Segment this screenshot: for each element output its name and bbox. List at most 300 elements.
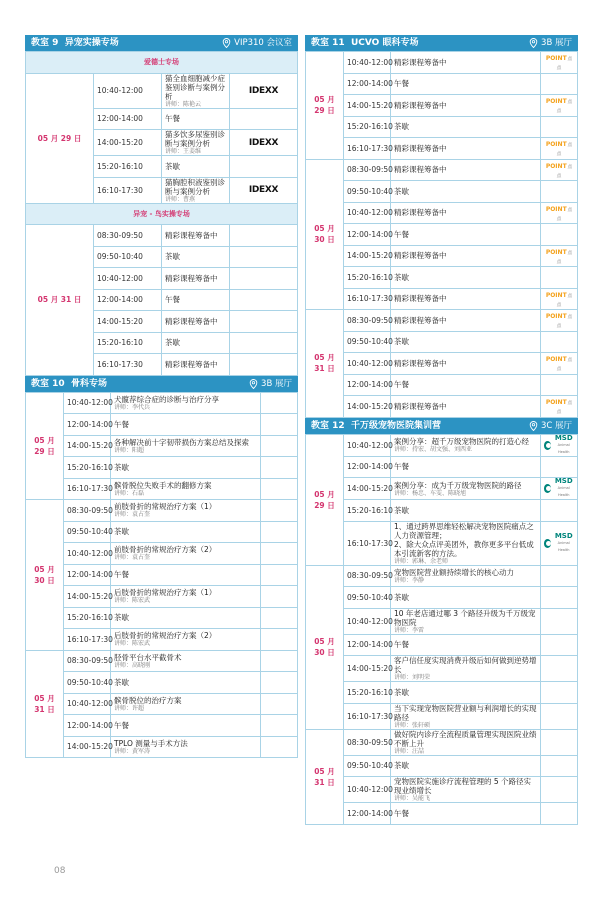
topic-text: 午餐 [394,380,409,390]
speaker-text: 讲师：阳超 [114,446,145,454]
topic-text: 精彩课程筹备中 [394,57,447,67]
topic-text: 茶歇 [165,252,180,262]
table-row [26,715,298,737]
logo-cell [230,156,298,178]
speaker-text: 讲师：李静 [394,576,425,584]
speaker-text: 讲师：持宏、胡文强、刘西亚 [394,446,473,453]
topic-text: 茶歇 [394,592,409,602]
table-row [306,565,578,587]
topic-text: 精彩课程筹备中 [394,294,447,304]
time-cell: 09:50-10:40 [64,521,111,543]
msd-logo-sub: Animal Health [557,486,570,497]
topic-cell [391,374,541,396]
table-row [26,225,298,247]
point-logo-sub: 点点 [556,293,573,308]
msd-logo-name: MSD [554,531,573,540]
topic-cell [391,682,541,704]
topic-text: 午餐 [394,462,409,472]
logo-cell [541,374,578,396]
logo-cell [541,202,578,224]
time-cell: 09:50-10:40 [344,587,391,609]
logo-cell [541,729,578,755]
table-row [306,73,578,95]
logo-cell [541,478,578,500]
topic-cell [111,629,261,651]
topic-text: 宠物医院实施诊疗流程管理的 5 个路径实现业绩增长 [394,777,532,795]
date-cell: 05 月 31 日 [306,729,344,824]
topic-cell [162,177,230,203]
time-cell: 08:30-09:50 [94,225,162,247]
logo-cell [261,629,298,651]
table-row [306,181,578,203]
time-cell: 15:20-16:10 [64,607,111,629]
logo-cell [261,715,298,737]
topic-text: 午餐 [114,570,129,580]
logo-cell [230,311,298,333]
msd-logo-sub: Animal Health [557,540,570,552]
table-row [26,521,298,543]
topic-cell [162,73,230,108]
topic-text: 精彩课程筹备中 [165,273,218,283]
logo-cell [261,500,298,522]
topic-text: TPLO 测量与手术方法 [114,738,188,748]
section-header [25,376,298,392]
point-logo-sub: 点点 [556,100,573,115]
topic-cell [391,755,541,777]
location-text: VIP310 会议室 [234,38,292,48]
room-label: 教室 11 [311,38,345,48]
section-name: UCVO 眼科专场 [350,38,419,48]
date-cell: 05 月 31 日 [26,225,94,376]
table-row [306,52,578,74]
time-cell: 16:10-17:30 [344,703,391,729]
topic-text: 猫多饮多尿鉴别诊断与案例分析 [165,130,225,148]
topic-cell [391,331,541,353]
logo-cell [230,246,298,268]
time-cell: 12:00-14:00 [64,564,111,586]
topic-cell [391,245,541,267]
time-cell: 15:20-16:10 [344,500,391,522]
speaker-text: 讲师：石磊 [114,489,145,497]
topic-text: 精彩课程筹备中 [394,251,447,261]
table-row [306,500,578,522]
time-cell: 15:20-16:10 [344,267,391,289]
room-label: 教室 12 [311,420,345,431]
time-cell: 08:30-09:50 [64,500,111,522]
logo-cell [541,159,578,181]
table-row [306,138,578,160]
topic-text: 精彩课程筹备中 [394,358,447,368]
section-header [305,35,578,51]
time-cell: 08:30-09:50 [344,159,391,181]
speaker-text: 讲师：杨忠、车雯、陈晓旭 [394,489,467,497]
idexx-logo: IDEXX [248,185,279,195]
room-label: 教室 10 [31,378,65,389]
point-logo-text: POINT [545,291,567,299]
date-cell: 05 月 29 日 [306,434,344,565]
topic-cell [111,715,261,737]
table-row [306,634,578,656]
logo-cell [261,736,298,758]
topic-cell [391,396,541,418]
time-cell: 10:40-12:00 [64,693,111,715]
time-cell: 08:30-09:50 [344,729,391,755]
logo-cell [541,434,578,456]
topic-cell [111,543,261,565]
topic-text: 午餐 [114,720,129,730]
topic-cell [111,435,261,457]
time-cell: 10:40-12:00 [94,73,162,108]
topic-text: 茶歇 [165,161,180,171]
topic-cell [391,634,541,656]
logo-cell [541,116,578,138]
logo-cell [541,245,578,267]
time-cell: 10:40-12:00 [64,543,111,565]
msd-logo-text [553,478,574,499]
logo-cell [541,565,578,587]
topic-cell [391,608,541,634]
logo-cell [541,755,578,777]
topic-text: 茶歇 [114,677,129,687]
logo-cell [261,392,298,414]
table-row [26,457,298,479]
topic-text: 前肢骨折的常规治疗方案（2） [114,545,217,555]
logo-cell [261,478,298,500]
topic-text: 茶歇 [394,687,409,697]
topic-cell [162,268,230,290]
topic-text: 茶歇 [394,761,409,771]
msd-logo-name: MSD [554,477,573,485]
topic-cell [391,181,541,203]
section-location [222,35,292,51]
table-row [306,310,578,332]
topic-cell [391,95,541,117]
table-row [26,629,298,651]
time-cell: 10:40-12:00 [344,353,391,375]
table-row [306,587,578,609]
location-pin-icon [249,379,258,389]
topic-text: 午餐 [394,640,409,650]
logo-cell [261,564,298,586]
topic-text: 后肢骨折的常规治疗方案（2） [114,631,217,641]
date-cell: 05 月 29 日 [306,52,344,160]
location-text: 3C 展厅 [540,420,572,431]
schedule-table [25,51,298,376]
topic-text: 茶歇 [114,613,129,623]
logo-cell [230,354,298,376]
time-cell: 14:00-15:20 [344,396,391,418]
time-cell: 15:20-16:10 [344,116,391,138]
time-cell: 16:10-17:30 [94,177,162,203]
time-cell: 14:00-15:20 [64,586,111,608]
topic-text: 茶歇 [394,272,409,282]
point-logo-text: POINT [545,141,567,149]
logo-cell [230,177,298,203]
msd-logo [544,435,574,456]
logo-cell [261,521,298,543]
point-logo-sub: 点点 [556,164,573,179]
table-row [26,392,298,414]
topic-cell [391,310,541,332]
topic-cell [391,703,541,729]
time-cell: 12:00-14:00 [344,224,391,246]
table-row [26,672,298,694]
msd-logo-name: MSD [554,433,573,442]
topic-cell [391,52,541,74]
topic-text: 精彩课程筹备中 [394,143,447,153]
section-name: 异宠实操专场 [64,38,119,48]
speaker-text: 讲师：张轩硕 [394,721,431,729]
section-title [31,35,119,51]
point-logo-sub: 点点 [556,358,573,373]
table-row [306,374,578,396]
topic-text: 精彩课程筹备中 [165,359,218,369]
topic-text: 各种解决前十字韧带损伤方案总结及探索 [114,437,249,447]
table-row [26,414,298,436]
date-cell: 05 月 30 日 [306,565,344,729]
topic-text: 案例分享：超千万级宠物医院的打造心经 [394,437,529,446]
topic-cell [111,457,261,479]
topic-text: 1、通过跨界思维轻松解决宠物医院痛点之人力资源管理； 2、除大众点评美团外，教你更多平台低成本引流新客的方法。 [394,521,534,558]
table-row [306,478,578,500]
point-logo-text: POINT [545,162,567,170]
topic-cell [391,500,541,522]
logo-cell [230,73,298,108]
logo-cell [261,650,298,672]
speaker-text: 讲师：许超 [114,704,145,712]
schedule-table [305,434,578,825]
logo-cell [261,672,298,694]
time-cell: 10:40-12:00 [344,52,391,74]
topic-text: 茶歇 [394,337,409,347]
table-row [306,396,578,418]
point-logo [546,313,572,329]
logo-cell [541,500,578,522]
point-logo-sub: 点点 [556,250,573,265]
msd-logo [544,533,574,554]
time-cell: 12:00-14:00 [344,456,391,478]
time-cell: 10:40-12:00 [344,608,391,634]
topic-text: 髌骨脱位的治疗方案 [114,695,182,705]
table-row [26,73,298,108]
topic-cell [111,478,261,500]
time-cell: 15:20-16:10 [94,156,162,178]
topic-cell [111,414,261,436]
topic-cell [111,736,261,758]
topic-cell [391,224,541,246]
topic-cell [391,267,541,289]
table-row [306,288,578,310]
topic-cell [391,288,541,310]
table-row [306,729,578,755]
topic-text: 精彩课程筹备中 [165,316,218,326]
topic-text: 午餐 [165,295,180,305]
topic-text: 胫骨平台水平截骨术 [114,652,182,662]
subhead-cell: 异宠 - 鸟实操专场 [26,203,298,225]
point-logo-sub: 点点 [556,207,573,222]
speaker-text: 讲师：汪喆 [394,747,425,755]
speaker-text: 讲师：黄军涛 [114,747,151,755]
logo-cell [230,225,298,247]
table-row [306,777,578,803]
time-cell: 15:20-16:10 [64,457,111,479]
table-row [26,607,298,629]
topic-text: 精彩课程筹备中 [394,165,447,175]
logo-cell [541,310,578,332]
speaker-text: 讲师：吴能飞 [394,795,431,802]
point-logo-sub: 点点 [556,143,573,158]
table-row [306,245,578,267]
logo-cell [230,108,298,130]
time-cell: 12:00-14:00 [64,715,111,737]
point-logo-text: POINT [545,98,567,106]
table-row [306,755,578,777]
topic-text: 精彩课程筹备中 [394,401,447,411]
logo-cell [541,682,578,704]
time-cell: 12:00-14:00 [64,414,111,436]
section-title [311,418,441,434]
point-logo [546,98,572,114]
location-pin-icon [529,421,538,431]
subhead-row [26,52,298,74]
table-row [306,224,578,246]
topic-cell [391,478,541,500]
topic-text: 客户信任度实现消费升级后如何做到逆势增长 [394,656,537,674]
topic-cell [111,521,261,543]
table-row [26,736,298,758]
time-cell: 16:10-17:30 [344,138,391,160]
msd-logo-text [553,435,574,456]
table-row [306,456,578,478]
time-cell: 15:20-16:10 [94,332,162,354]
table-row [306,656,578,682]
point-logo-text: POINT [545,248,567,256]
speaker-text: 讲师：袁占奎 [114,554,151,562]
time-cell: 10:40-12:00 [344,434,391,456]
table-row [306,803,578,825]
topic-cell [391,138,541,160]
subhead-cell: 爱德士专场 [26,52,298,74]
topic-cell [111,500,261,522]
logo-cell [541,138,578,160]
point-logo-text: POINT [545,205,567,213]
section-location [529,35,572,51]
topic-text: 做好院内诊疗全流程质量管理实现医院业绩不断上升 [394,729,537,748]
logo-cell [541,353,578,375]
topic-text: 10 年老店通过哪 3 个路径升级为千万级宠物医院 [394,608,536,627]
time-cell: 12:00-14:00 [344,634,391,656]
topic-text: 精彩课程筹备中 [394,315,447,325]
topic-cell [391,587,541,609]
subhead-row [26,203,298,225]
topic-cell [162,130,230,156]
topic-text: 午餐 [394,808,409,818]
topic-cell [391,777,541,803]
topic-cell [162,225,230,247]
time-cell: 12:00-14:00 [344,803,391,825]
topic-cell [162,108,230,130]
topic-cell [111,586,261,608]
topic-text: 茶歇 [394,186,409,196]
left-column [25,35,298,758]
topic-cell [162,289,230,311]
topic-text: 精彩课程筹备中 [165,230,218,240]
point-logo [546,399,572,415]
topic-text: 当下实现宠物医院营业额与利润增长的实现路径 [394,703,537,722]
time-cell: 14:00-15:20 [344,95,391,117]
logo-cell [230,268,298,290]
topic-text: 前肢骨折的常规治疗方案（1） [114,502,217,512]
speaker-text: 讲师：郭琳、余老师 [394,557,449,565]
logo-cell [261,414,298,436]
logo-cell [230,130,298,156]
topic-cell [391,353,541,375]
logo-cell [541,396,578,418]
topic-cell [391,729,541,755]
time-cell: 10:40-12:00 [94,268,162,290]
point-logo-sub: 点点 [556,57,573,72]
topic-text: 午餐 [165,114,180,124]
date-cell: 05 月 30 日 [306,159,344,310]
logo-cell [541,331,578,353]
point-logo-sub: 点点 [556,315,573,330]
msd-circle-icon [544,484,551,493]
table-row [306,331,578,353]
table-row [306,521,578,565]
point-logo-text: POINT [545,313,567,321]
time-cell: 09:50-10:40 [344,755,391,777]
topic-text: 犬髋荐综合症的诊断与治疗分享 [114,394,219,404]
topic-text: 茶歇 [165,338,180,348]
time-cell: 14:00-15:20 [94,311,162,333]
time-cell: 16:10-17:30 [64,478,111,500]
table-row [26,500,298,522]
time-cell: 16:10-17:30 [344,288,391,310]
table-row [306,434,578,456]
point-logo [546,141,572,157]
speaker-text: 讲师：李代兵 [114,403,151,411]
schedule-table [25,392,298,759]
date-cell: 05 月 30 日 [26,500,64,651]
speaker-text: 讲师：刘明荣 [394,674,431,681]
speaker-text: 讲师：陈艳云 [165,100,202,108]
table-row [26,693,298,715]
topic-text: 后肢骨折的常规治疗方案（1） [114,588,217,598]
location-pin-icon [529,38,538,48]
time-cell: 10:40-12:00 [344,777,391,803]
topic-cell [391,73,541,95]
topic-cell [391,434,541,456]
idexx-logo: IDEXX [248,137,279,148]
topic-cell [111,607,261,629]
table-row [306,202,578,224]
point-logo [546,356,572,372]
table-row [306,353,578,375]
date-cell: 05 月 31 日 [26,650,64,758]
room-label: 教室 9 [31,38,59,48]
logo-cell [541,656,578,682]
time-cell: 14:00-15:20 [344,245,391,267]
topic-text: 午餐 [394,79,409,89]
topic-text: 髌骨脱位失败手术的翻修方案 [114,480,212,490]
logo-cell [541,73,578,95]
logo-cell [261,457,298,479]
time-cell: 16:10-17:30 [64,629,111,651]
topic-text: 精彩课程筹备中 [394,100,447,110]
time-cell: 10:40-12:00 [64,392,111,414]
speaker-text: 讲师：王姜维 [165,148,202,155]
time-cell: 10:40-12:00 [344,202,391,224]
